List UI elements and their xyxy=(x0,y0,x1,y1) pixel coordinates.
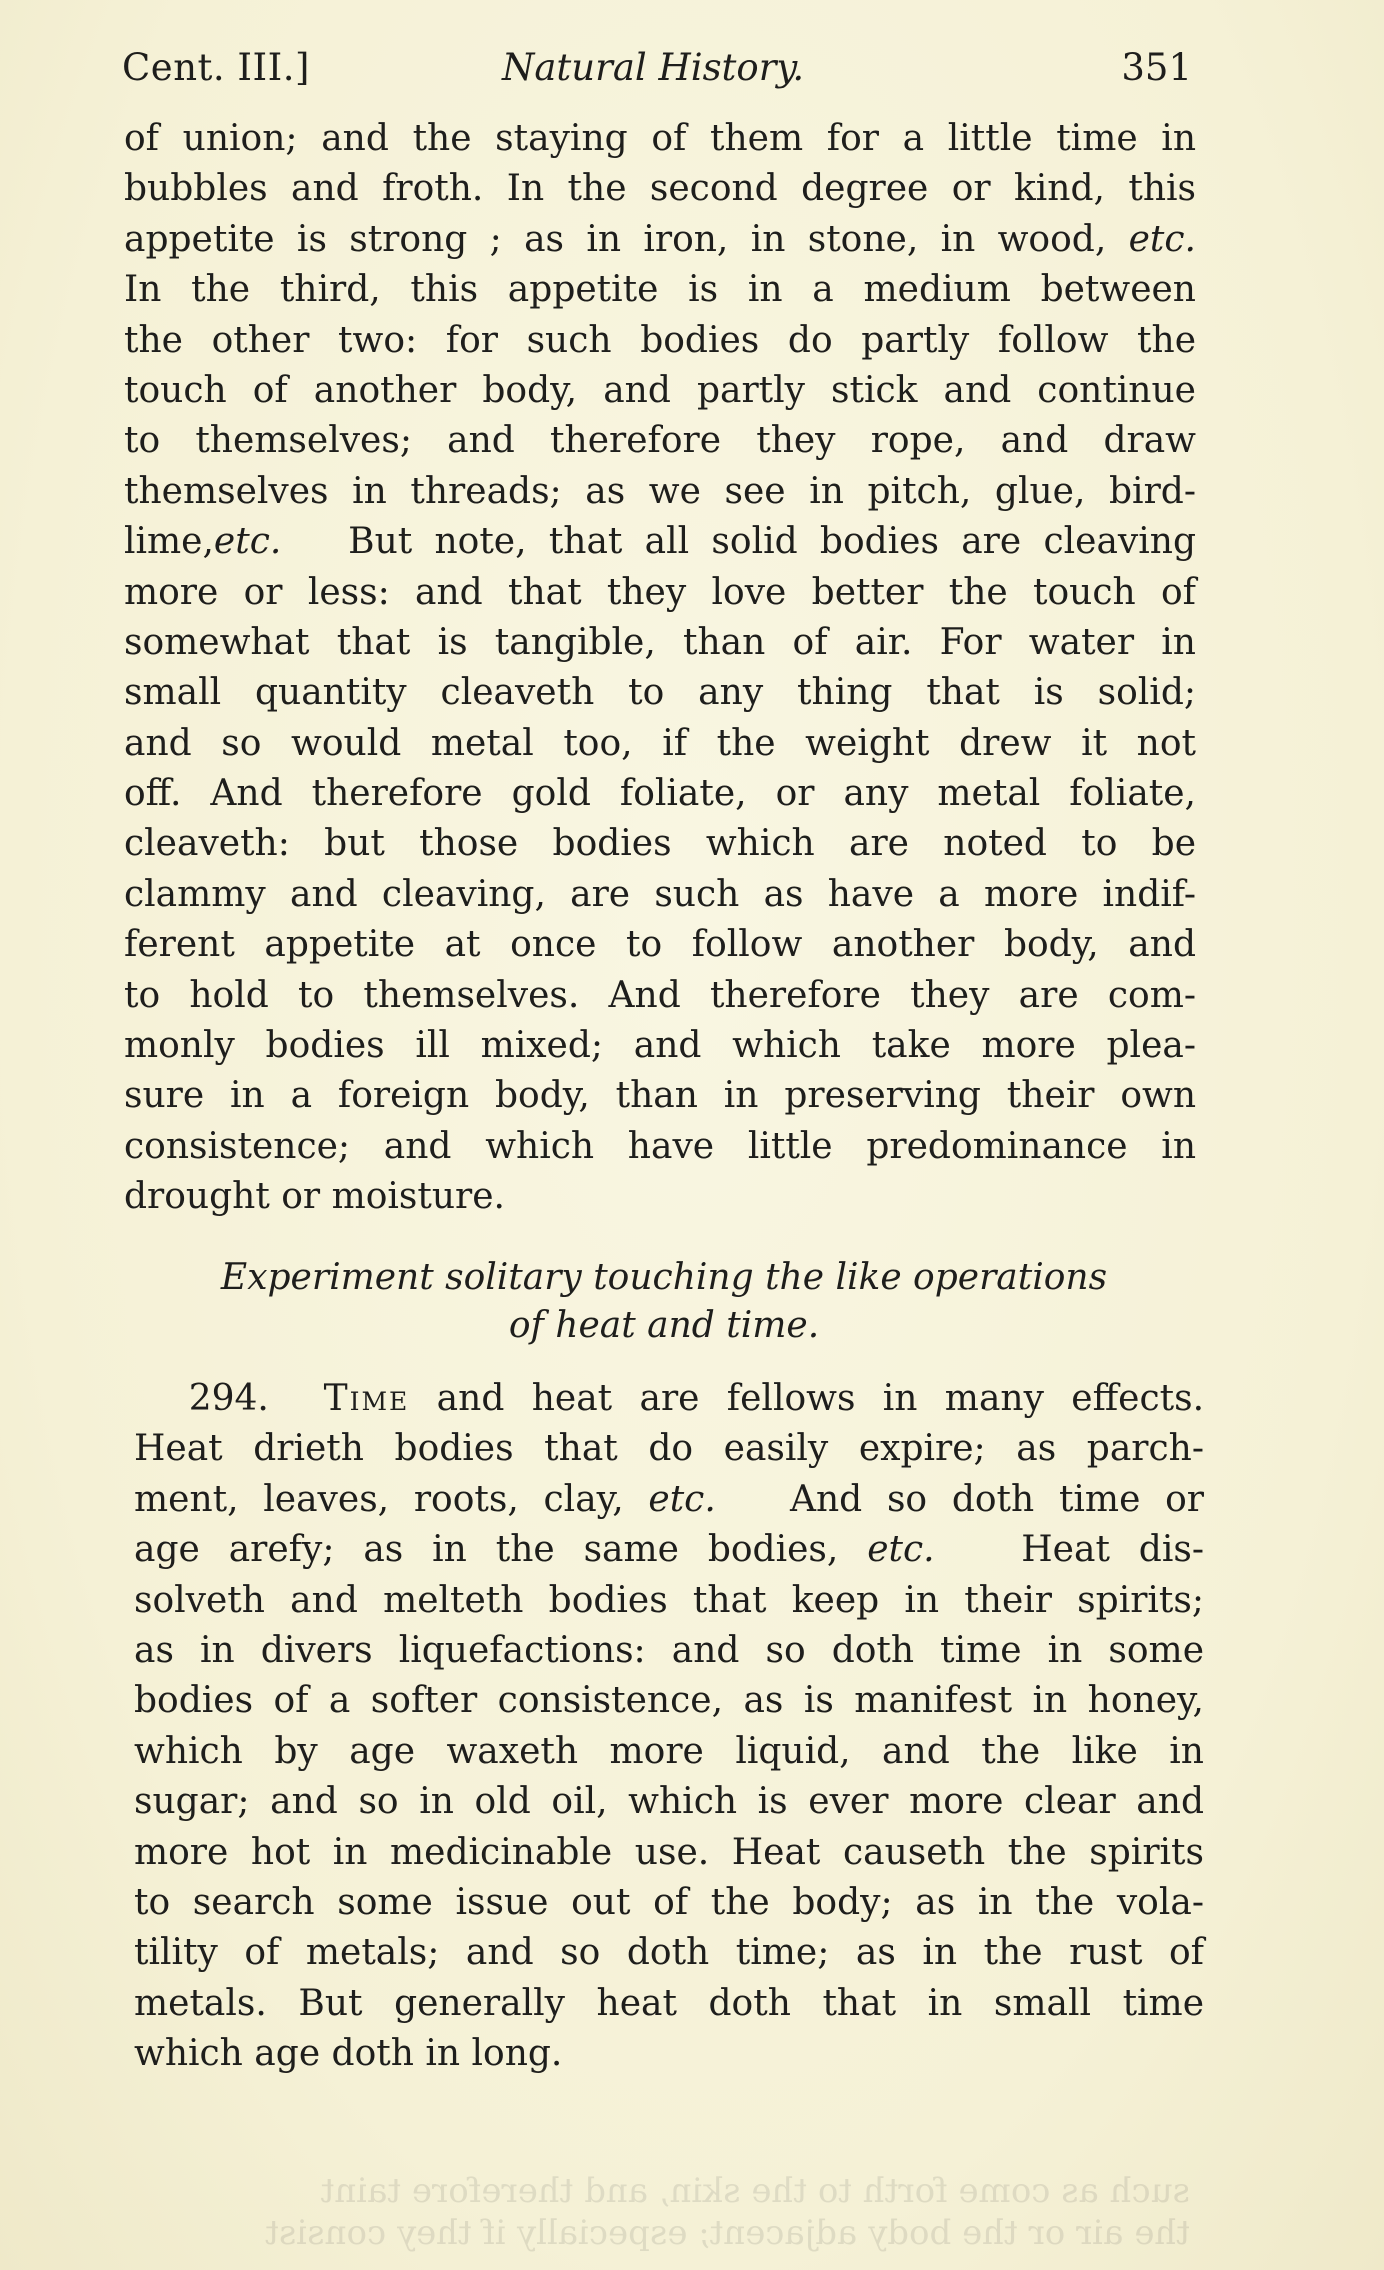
text-line: consistence; and which have little predominance in xyxy=(124,1125,1196,1167)
section-heading xyxy=(124,1254,1204,1350)
smallcaps-word: Time xyxy=(323,1378,410,1419)
running-head xyxy=(122,38,1192,98)
text-line: and so would metal too, if the weight drew it not xyxy=(124,722,1196,764)
show-through-text xyxy=(150,2170,1190,2253)
text-span: And so doth time or xyxy=(790,1478,1204,1520)
text-line: drought or moisture. xyxy=(124,1176,505,1218)
italic-etc: etc. xyxy=(867,1529,935,1571)
section-heading-line: of heat and time. xyxy=(508,1305,820,1346)
text-line: themselves in threads; as we see in pitch, glue, bird- xyxy=(124,470,1196,512)
text-line xyxy=(134,1525,1204,1575)
text-span: appetite is strong ; as in iron, in stone, in wood, xyxy=(124,218,1107,260)
text-line: the other two: for such bodies do partly follow the xyxy=(124,319,1196,361)
section-heading-line: Experiment solitary touching the like operations xyxy=(220,1257,1108,1298)
text-line xyxy=(134,1475,1204,1525)
text-span: and heat are fellows in many effects. xyxy=(436,1378,1205,1419)
italic-etc: etc. xyxy=(648,1478,716,1520)
text-line: which by age waxeth more liquid, and the like in xyxy=(134,1730,1204,1772)
text-line: solveth and melteth bodies that keep in their spirits; xyxy=(134,1579,1204,1621)
text-line: Heat drieth bodies that do easily expire; as parch- xyxy=(134,1428,1204,1470)
text-line: touch of another body, and partly stick and continue xyxy=(124,369,1196,411)
text-line: more or less: and that they love better the touch of xyxy=(124,571,1196,613)
italic-etc: etc. xyxy=(1128,218,1196,260)
text-line: tility of metals; and so doth time; as in the rust of xyxy=(134,1932,1204,1974)
text-line: somewhat that is tangible, than of air. For water in xyxy=(124,621,1196,663)
text-line: clammy and cleaving, are such as have a more indif- xyxy=(124,873,1196,915)
text-line: ferent appetite at once to follow another body, and xyxy=(124,924,1196,966)
text-line: small quantity cleaveth to any thing that is solid; xyxy=(124,672,1196,714)
text-span: Heat dis- xyxy=(1021,1529,1204,1571)
text-line: sure in a foreign body, than in preserving their own xyxy=(124,1075,1196,1117)
text-line: sugar; and so in old oil, which is ever more clear and xyxy=(134,1781,1204,1823)
italic-etc: etc. xyxy=(213,521,282,563)
text-line: to themselves; and therefore they rope, and draw xyxy=(124,420,1196,462)
text-span: ment, leaves, roots, clay, xyxy=(134,1478,624,1520)
text-line: as in divers liquefactions: and so doth time in some xyxy=(134,1629,1204,1671)
text-line: which age doth in long. xyxy=(134,2033,563,2075)
show-through-line: such as come forth to the skin, and therefore taint xyxy=(320,2171,1190,2211)
text-line: of union; and the staying of them for a little time in xyxy=(124,118,1196,159)
running-head-chapter: Cent. III.] xyxy=(122,46,310,89)
page-number: 351 xyxy=(1121,46,1192,89)
paragraph-294 xyxy=(134,1374,1204,2079)
text-line xyxy=(124,215,1196,265)
paragraph-number: 294. xyxy=(188,1378,269,1419)
show-through-line: the air or the body adjacent; especially if they consist xyxy=(265,2213,1190,2253)
text-line xyxy=(124,517,1196,567)
text-line xyxy=(134,1374,1204,1424)
text-line: metals. But generally heat doth that in small time xyxy=(134,1982,1204,2024)
text-line: bubbles and froth. In the second degree or kind, this xyxy=(124,168,1196,210)
text-line: to hold to themselves. And therefore they are com- xyxy=(124,974,1196,1016)
text-span: age arefy; as in the same bodies, xyxy=(134,1529,839,1571)
text-line: bodies of a softer consistence, as is manifest in honey, xyxy=(134,1680,1204,1722)
text-line: more hot in medicinable use. Heat causeth the spirits xyxy=(134,1831,1204,1873)
paragraph-continued xyxy=(124,114,1196,1223)
text-span: But note, that all solid bodies are cleaving xyxy=(348,521,1196,563)
running-head-title: Natural History. xyxy=(502,46,805,89)
text-span: lime, xyxy=(124,521,214,563)
text-line: monly bodies ill mixed; and which take more plea- xyxy=(124,1025,1196,1067)
text-line: off. And therefore gold foliate, or any metal foliate, xyxy=(124,773,1196,815)
text-line: to search some issue out of the body; as in the vola- xyxy=(134,1881,1204,1923)
text-line: In the third, this appetite is in a medium between xyxy=(124,269,1196,311)
text-line: cleaveth: but those bodies which are noted to be xyxy=(124,823,1196,865)
